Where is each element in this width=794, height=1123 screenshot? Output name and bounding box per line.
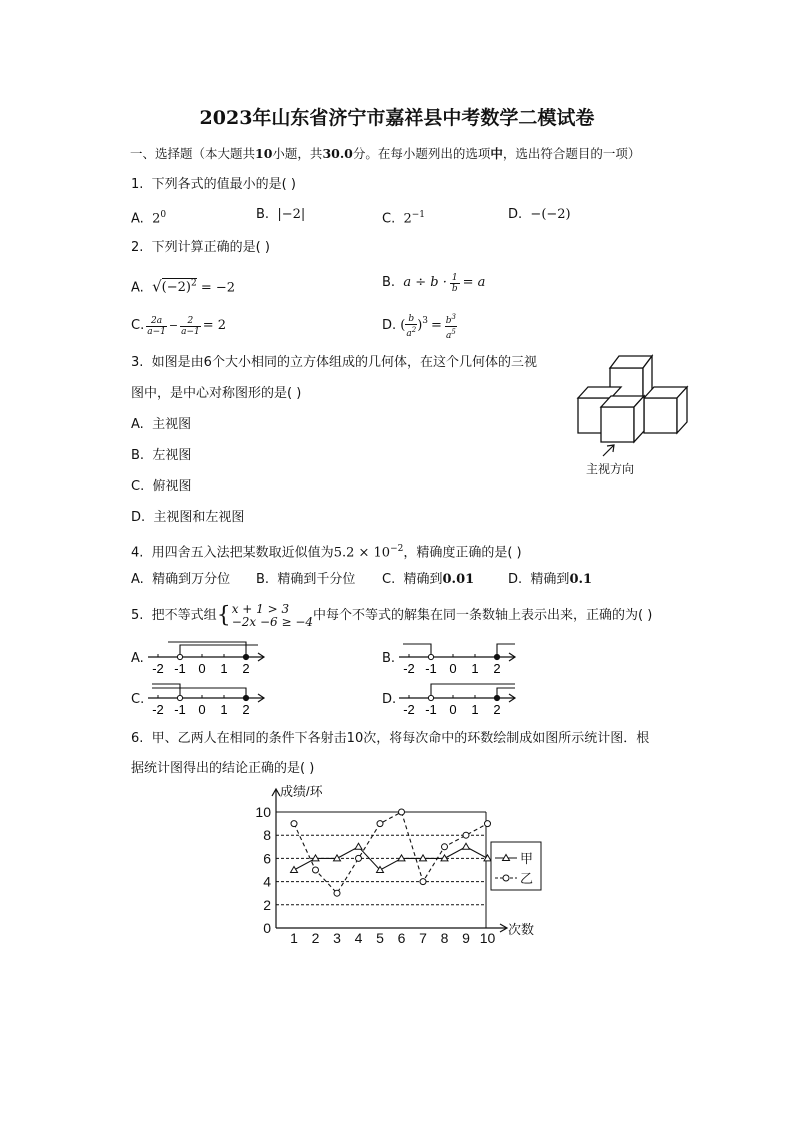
tick-label: 2	[242, 702, 250, 717]
data-point-circle	[485, 821, 491, 827]
tick-label: 2	[493, 702, 501, 717]
tick-label: 0	[449, 702, 457, 717]
q5b-solution-1	[403, 644, 431, 657]
q3-option-c[interactable]: C. 俯视图	[131, 479, 192, 494]
x-tick-label: 1	[290, 930, 298, 945]
data-point-triangle	[463, 843, 470, 849]
q3-option-d[interactable]: D. 主视图和左视图	[131, 510, 245, 525]
data-point-triangle	[484, 855, 491, 861]
data-point-circle	[420, 879, 426, 885]
data-point-circle	[442, 844, 448, 850]
q3-option-a[interactable]: A. 主视图	[131, 417, 192, 432]
question-3-line-1: 3. 如图是由6个大小相同的立方体组成的几何体，在这个几何体的三视	[131, 355, 537, 370]
tick-label: 0	[449, 661, 457, 676]
data-point-circle	[399, 809, 405, 815]
q4-option-a[interactable]: A. 精确到万分位	[131, 572, 231, 587]
tick-label: 0	[198, 661, 206, 676]
x-tick-label: 9	[462, 930, 470, 945]
data-point-circle	[377, 821, 383, 827]
q5c-solution-1	[152, 684, 180, 698]
tick-label: 1	[471, 702, 479, 717]
question-6-line-2: 据统计图得出的结论正确的是( )	[131, 761, 315, 776]
question-5: 5. 把不等式组 { x + 1 > 3 −2x −6 ≥ −4 中每个不等式的解集在同一条数轴上表示出来，正确的为( )	[131, 602, 653, 629]
q1-option-c[interactable]: C. $2^{-1}$	[382, 210, 426, 227]
legend-label: 甲	[520, 851, 534, 866]
x-tick-label: 3	[333, 930, 341, 945]
tick-label: -1	[174, 702, 186, 717]
x-tick-label: 8	[440, 930, 449, 945]
q4-option-d[interactable]: D. 精确到0.1	[508, 572, 593, 587]
tick-label: -2	[403, 702, 415, 717]
tick-label: -1	[425, 661, 437, 676]
q5-option-a-label[interactable]: A.	[131, 651, 144, 666]
tick-label: 1	[471, 661, 479, 676]
y-tick-label: 2	[263, 896, 271, 913]
question-4: 4. 用四舍五入法把某数取近似值为$5.2 \times 10^{-2}$，精确度正确的是( )	[131, 544, 522, 561]
q2-option-a[interactable]: A. $√(-2)^2 = -2$	[131, 277, 236, 296]
question-2: 2. 下列计算正确的是( )	[131, 240, 270, 255]
data-point-circle	[463, 832, 469, 838]
x-tick-label: 10	[479, 930, 496, 945]
cube-figure-caption: 主视方向	[586, 462, 635, 476]
q2-option-b[interactable]: B. a ÷ b · $\frac{1}{b}$ = a	[382, 272, 486, 294]
x-tick-label: 5	[376, 930, 384, 945]
tick-label: 1	[220, 702, 228, 717]
q4-option-b[interactable]: B. 精确到千分位	[256, 572, 356, 587]
q5-inequality-2: −2x −6 ≥ −4	[231, 615, 314, 629]
y-tick-label: 4	[263, 873, 271, 890]
data-point-triangle	[355, 843, 362, 849]
tick-label: -2	[152, 702, 164, 717]
question-6-line-1: 6. 甲、乙两人在相同的条件下各射击10次，将每次命中的环数绘制成如图所示统计图．根	[131, 731, 650, 746]
q1-option-b[interactable]: B. |−2|	[256, 207, 306, 222]
q2-option-d[interactable]: D. ( b $a^2$ ) $^3$ = $\frac{b^3}{a^5}$	[382, 312, 456, 341]
question-1: 1. 下列各式的值最小的是( )	[131, 177, 296, 192]
tick-label: -2	[403, 661, 415, 676]
q5c-solution-2	[152, 688, 246, 698]
tick-label: -2	[152, 661, 164, 676]
q4-option-c[interactable]: C. 精确到0.01	[382, 572, 475, 587]
y-tick-label: 6	[263, 850, 271, 867]
tick-label: 0	[198, 702, 206, 717]
q1-option-a[interactable]: A. $2^0$	[131, 210, 167, 227]
question-3-line-2: 图中，是中心对称图形的是( )	[131, 386, 302, 401]
q5-number-line-c[interactable]	[146, 679, 270, 719]
cube-front	[601, 396, 644, 442]
x-tick-label: 4	[354, 930, 363, 945]
x-tick-label: 7	[419, 930, 427, 945]
legend-box	[491, 842, 541, 890]
view-direction-arrow	[603, 445, 614, 456]
q5-option-b-label[interactable]: B.	[382, 651, 396, 666]
y-tick-label: 0	[263, 920, 271, 936]
x-axis-label: 次数	[508, 922, 535, 937]
tick-label: 1	[220, 661, 228, 676]
q1-option-d[interactable]: D. −(−2)	[508, 207, 571, 222]
section-header: 一、选择题（本大题共10小题，共30.0分。在每小题列出的选项中，选出符合题目的一项）	[130, 146, 641, 161]
page-title: 2023年山东省济宁市嘉祥县中考数学二模试卷	[199, 107, 595, 129]
data-point-circle	[291, 821, 297, 827]
shooting-score-chart	[240, 780, 550, 945]
x-tick-label: 6	[397, 930, 406, 945]
y-axis-label: 成绩/环	[280, 784, 323, 799]
data-point-circle	[356, 855, 362, 861]
y-tick-label: 10	[255, 804, 271, 820]
q5-number-line-b[interactable]	[397, 638, 521, 678]
legend-label: 乙	[520, 871, 534, 886]
q3-option-b[interactable]: B. 左视图	[131, 448, 192, 463]
q2-option-c[interactable]: C. 2a a−1 − $\frac{2}{a-1}$ = 2	[131, 315, 227, 337]
cube-right	[644, 387, 687, 433]
y-tick-label: 8	[263, 827, 271, 844]
q5-option-d-label[interactable]: D.	[382, 692, 397, 707]
tick-label: -1	[174, 661, 186, 676]
tick-label: -1	[425, 702, 437, 717]
q5-number-line-d[interactable]	[397, 679, 521, 719]
data-point-circle	[334, 890, 340, 896]
q5d-solution-1	[431, 684, 515, 698]
q5-number-line-a[interactable]	[146, 638, 270, 678]
series-line-yi	[294, 812, 488, 893]
tick-label: 2	[242, 661, 250, 676]
q5-option-c-label[interactable]: C.	[131, 692, 145, 707]
q5-inequality-1: x + 1 > 3	[231, 602, 290, 616]
x-tick-label: 2	[311, 930, 320, 945]
legend-marker-circle	[503, 875, 509, 881]
data-point-triangle	[291, 867, 298, 873]
tick-label: 2	[493, 661, 501, 676]
data-point-circle	[313, 867, 319, 873]
